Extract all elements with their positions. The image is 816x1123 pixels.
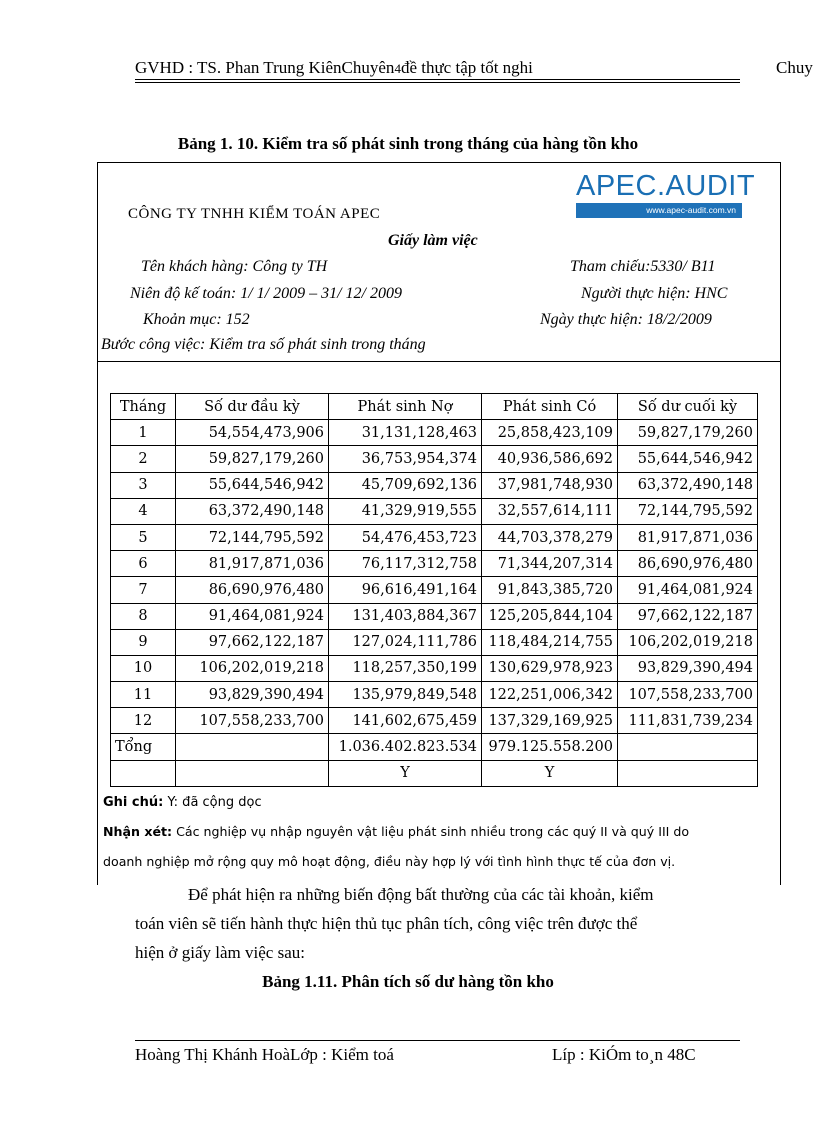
table-cell: 54,476,453,723 bbox=[329, 524, 482, 550]
table-cell: 93,829,390,494 bbox=[618, 655, 758, 681]
table-cell: 7 bbox=[111, 577, 176, 603]
working-paper-divider bbox=[97, 361, 780, 362]
header-title: đề thực tập tốt nghi bbox=[400, 58, 533, 77]
table-cell: 1 bbox=[111, 420, 176, 446]
header-rule-2 bbox=[135, 82, 740, 83]
table-cell: 63,372,490,148 bbox=[618, 472, 758, 498]
table-cell: 107,558,233,700 bbox=[176, 708, 329, 734]
table-cell: 86,690,976,480 bbox=[618, 551, 758, 577]
table-cell: 3 bbox=[111, 472, 176, 498]
table-row bbox=[111, 708, 758, 734]
table-cell: 127,024,111,786 bbox=[329, 629, 482, 655]
table-cell: 25,858,423,109 bbox=[482, 420, 618, 446]
logo-url-bar: www.apec-audit.com.vn bbox=[576, 203, 742, 218]
table-cell: 86,690,976,480 bbox=[176, 577, 329, 603]
header-rule bbox=[135, 79, 740, 80]
note-label: Ghi chú: bbox=[103, 795, 164, 810]
table-row bbox=[111, 603, 758, 629]
col-header: Phát sinh Nợ bbox=[329, 394, 482, 420]
table-cell: 2 bbox=[111, 446, 176, 472]
table-row bbox=[111, 551, 758, 577]
inventory-table bbox=[110, 393, 758, 787]
next-table-caption: Bảng 1.11. Phân tích số dư hàng tồn kho bbox=[262, 972, 554, 991]
doc-title: Giấy làm việc bbox=[388, 232, 478, 249]
col-header: Phát sinh Có bbox=[482, 394, 618, 420]
table-cell bbox=[176, 734, 329, 760]
table-cell: 5 bbox=[111, 524, 176, 550]
table-cell: 40,936,586,692 bbox=[482, 446, 618, 472]
work-step: Bước công việc: Kiểm tra số phát sinh trong tháng bbox=[101, 336, 426, 353]
table-cell: 97,662,122,187 bbox=[176, 629, 329, 655]
table-cell: 118,484,214,755 bbox=[482, 629, 618, 655]
paragraph-line3: hiện ở giấy làm việc sau: bbox=[135, 943, 305, 962]
table-cell: 63,372,490,148 bbox=[176, 498, 329, 524]
client-name: Tên khách hàng: Công ty TH bbox=[141, 258, 328, 275]
table-row bbox=[111, 498, 758, 524]
table-cell: 81,917,871,036 bbox=[176, 551, 329, 577]
footer-author: Hoàng Thị Khánh HoàLớp : Kiểm toá bbox=[135, 1045, 394, 1064]
table-cell: 91,464,081,924 bbox=[618, 577, 758, 603]
table-cell: 72,144,795,592 bbox=[618, 498, 758, 524]
table-cell: 76,117,312,758 bbox=[329, 551, 482, 577]
reference: Tham chiếu:5330/ B11 bbox=[570, 258, 716, 275]
table-cell: 31,131,128,463 bbox=[329, 420, 482, 446]
comment bbox=[103, 824, 689, 839]
footer-class: Líp : KiÓm to¸n 48C bbox=[552, 1045, 696, 1064]
table-cell: 44,703,378,279 bbox=[482, 524, 618, 550]
table-cell: 6 bbox=[111, 551, 176, 577]
table-row bbox=[111, 420, 758, 446]
tick-row bbox=[111, 760, 758, 786]
fiscal-period: Niên độ kế toán: 1/ 1/ 2009 – 31/ 12/ 2009 bbox=[130, 285, 402, 302]
table-cell: 141,602,675,459 bbox=[329, 708, 482, 734]
account-item: Khoản mục: 152 bbox=[143, 311, 250, 328]
table-row bbox=[111, 446, 758, 472]
note-text: Y: đã cộng dọc bbox=[163, 795, 262, 810]
total-debit: 1.036.402.823.534 bbox=[329, 734, 482, 760]
comment-line2: doanh nghiệp mở rộng quy mô hoạt động, điều này hợp lý với tình hình thực tế của đơn vị. bbox=[103, 854, 676, 869]
table-cell: 9 bbox=[111, 629, 176, 655]
table-cell: 106,202,019,218 bbox=[176, 655, 329, 681]
table-cell: 122,251,006,342 bbox=[482, 682, 618, 708]
table-cell: 106,202,019,218 bbox=[618, 629, 758, 655]
table-cell: 81,917,871,036 bbox=[618, 524, 758, 550]
table-cell: 37,981,748,930 bbox=[482, 472, 618, 498]
comment-line1: Các nghiệp vụ nhập nguyên vật liệu phát sinh nhiều trong các quý II và quý III do bbox=[172, 824, 690, 839]
table-row bbox=[111, 577, 758, 603]
table-cell: 8 bbox=[111, 603, 176, 629]
table-cell: 96,616,491,164 bbox=[329, 577, 482, 603]
table-cell bbox=[618, 734, 758, 760]
performer: Người thực hiện: HNC bbox=[581, 285, 728, 302]
company-name: CÔNG TY TNHH KIỂM TOÁN APEC bbox=[128, 206, 381, 222]
perform-date: Ngày thực hiện: 18/2/2009 bbox=[540, 311, 712, 328]
col-header: Số dư đầu kỳ bbox=[176, 394, 329, 420]
total-label: Tổng bbox=[111, 734, 176, 760]
apec-logo: APEC.AUDIT bbox=[576, 170, 756, 202]
table-cell: 97,662,122,187 bbox=[618, 603, 758, 629]
table-cell: 32,557,614,111 bbox=[482, 498, 618, 524]
table-row bbox=[111, 655, 758, 681]
table-cell: 111,831,739,234 bbox=[618, 708, 758, 734]
table-row bbox=[111, 472, 758, 498]
table-row bbox=[111, 629, 758, 655]
table-cell: 107,558,233,700 bbox=[618, 682, 758, 708]
table-cell bbox=[111, 760, 176, 786]
paragraph-line1: Để phát hiện ra những biến động bất thường của các tài khoản, kiểm bbox=[188, 885, 654, 904]
table-cell: 71,344,207,314 bbox=[482, 551, 618, 577]
total-row bbox=[111, 734, 758, 760]
table-cell: 10 bbox=[111, 655, 176, 681]
table-cell: 130,629,978,923 bbox=[482, 655, 618, 681]
paragraph-line2: toán viên sẽ tiến hành thực hiện thủ tục phân tích, công việc trên được thể bbox=[135, 914, 638, 933]
table-cell: 125,205,844,104 bbox=[482, 603, 618, 629]
page-number: 4 bbox=[394, 61, 401, 76]
col-header: Tháng bbox=[111, 394, 176, 420]
table-cell: 55,644,546,942 bbox=[176, 472, 329, 498]
table-caption: Bảng 1. 10. Kiểm tra số phát sinh trong tháng của hàng tồn kho bbox=[177, 134, 639, 153]
table-cell: 45,709,692,136 bbox=[329, 472, 482, 498]
table-cell: 137,329,169,925 bbox=[482, 708, 618, 734]
table-cell: 54,554,473,906 bbox=[176, 420, 329, 446]
table-cell: 59,827,179,260 bbox=[618, 420, 758, 446]
table-cell: 131,403,884,367 bbox=[329, 603, 482, 629]
table-cell: 91,843,385,720 bbox=[482, 577, 618, 603]
table-cell: 118,257,350,199 bbox=[329, 655, 482, 681]
table-cell: 41,329,919,555 bbox=[329, 498, 482, 524]
tick-debit: Y bbox=[329, 760, 482, 786]
table-cell: 11 bbox=[111, 682, 176, 708]
header-right: Chuy bbox=[776, 58, 813, 77]
table-cell: 93,829,390,494 bbox=[176, 682, 329, 708]
table-cell: 55,644,546,942 bbox=[618, 446, 758, 472]
table-cell: 36,753,954,374 bbox=[329, 446, 482, 472]
table-cell: 59,827,179,260 bbox=[176, 446, 329, 472]
table-cell: 135,979,849,548 bbox=[329, 682, 482, 708]
table-cell: 4 bbox=[111, 498, 176, 524]
comment-label: Nhận xét: bbox=[103, 824, 173, 839]
header-instructor: GVHD : TS. Phan Trung KiênChuyên4đề thực tập tốt nghi bbox=[135, 58, 533, 77]
total-credit: 979.125.558.200 bbox=[482, 734, 618, 760]
col-header: Số dư cuối kỳ bbox=[618, 394, 758, 420]
tick-credit: Y bbox=[482, 760, 618, 786]
table-cell: 91,464,081,924 bbox=[176, 603, 329, 629]
table-cell bbox=[176, 760, 329, 786]
note bbox=[103, 795, 262, 810]
table-cell bbox=[618, 760, 758, 786]
table-header-row bbox=[111, 394, 758, 420]
table-cell: 12 bbox=[111, 708, 176, 734]
table-row bbox=[111, 524, 758, 550]
table-row bbox=[111, 682, 758, 708]
footer-rule bbox=[135, 1040, 740, 1041]
table-cell: 72,144,795,592 bbox=[176, 524, 329, 550]
